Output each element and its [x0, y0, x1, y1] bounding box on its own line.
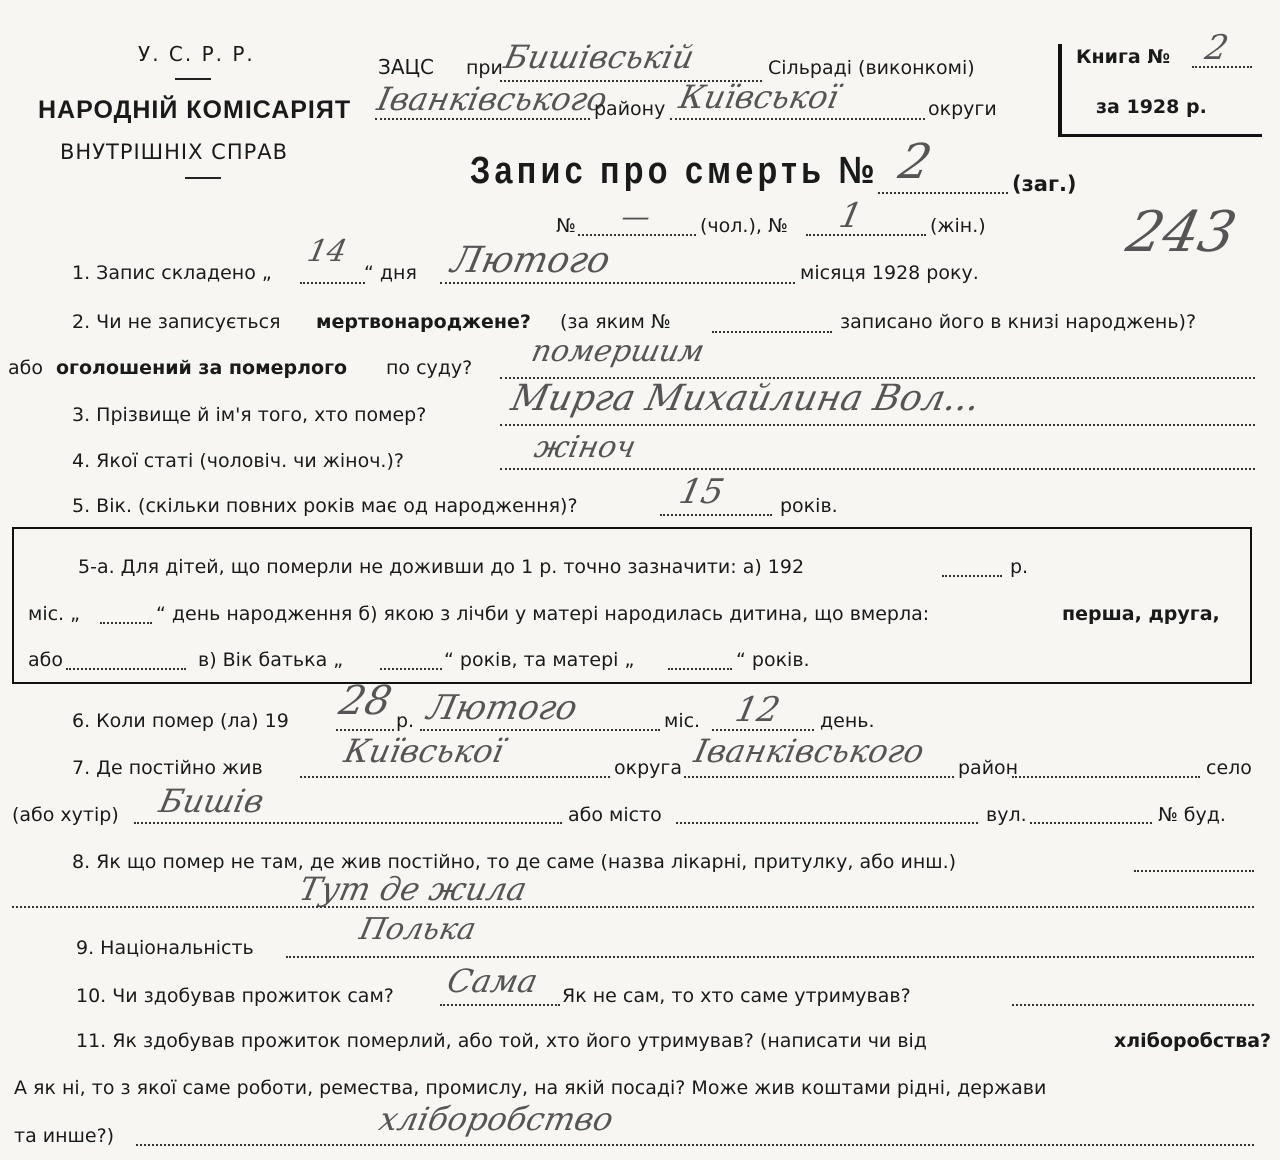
- item1-mid: “ дня: [364, 262, 417, 284]
- zags-label: ЗАЦС: [378, 55, 434, 79]
- header-dash-2: [185, 177, 221, 179]
- item5a-father-line: [380, 668, 442, 670]
- item11-label: 11. Як здобував прожиток померлий, або той, хто його утримував? (написати чи від: [76, 1030, 927, 1052]
- item10-line: [440, 1004, 560, 1006]
- item10-tail: Як не сам, то хто саме утримував?: [562, 985, 911, 1007]
- item7-rayon-line: [684, 776, 954, 778]
- item1-tail: місяця 1928 року.: [800, 262, 979, 284]
- item6-day-handwritten: 12: [731, 690, 784, 730]
- item7-okruga: округа: [614, 757, 683, 779]
- item6-r: р.: [396, 710, 415, 732]
- item1-month-handwritten: Лютого: [447, 240, 614, 281]
- ussr-label: У. С. Р. Р.: [138, 42, 255, 66]
- item7-rayon: район: [958, 757, 1019, 779]
- item3-handwritten: Мирга Михайлина Вол...: [507, 378, 984, 419]
- okrug-line: [670, 118, 925, 120]
- item7b-pre: (або хутір): [12, 804, 119, 826]
- item5a-line3-tail: “ років.: [736, 649, 810, 671]
- item6-month-handwritten: Лютого: [423, 688, 581, 728]
- item5a-day-line: [100, 622, 152, 624]
- female-label: (жін.): [930, 215, 986, 237]
- item7b-hutir-line: [134, 822, 562, 824]
- item6-tail: день.: [820, 710, 875, 732]
- item6-label: 6. Коли помер (ла) 19: [72, 710, 289, 732]
- item2-number-line: [712, 331, 832, 333]
- item10-tail-line: [1012, 1004, 1254, 1006]
- item2-tail: записано його в книзі народжень)?: [840, 311, 1197, 333]
- item4-handwritten: жіноч: [531, 430, 639, 465]
- item5-line: [660, 514, 772, 516]
- item8-line: [12, 906, 1254, 908]
- item11-bold: хліборобства?: [1114, 1030, 1272, 1052]
- item2b-bold: оголошений за померлого: [56, 357, 348, 379]
- item5a-line3-pre: або: [28, 649, 63, 671]
- book-label: Книга №: [1076, 46, 1171, 68]
- district-handwritten: Іванківського: [373, 80, 611, 118]
- item2-bold: мертвонароджене?: [316, 311, 531, 333]
- item7-label: 7. Де постійно жив: [72, 757, 263, 779]
- item7b-vul-line: [1030, 822, 1152, 824]
- council-label: Сільраді (виконкомі): [768, 57, 975, 79]
- item5a-year-line: [942, 575, 1002, 577]
- item2b-tail: по суду?: [386, 357, 473, 379]
- village-handwritten: Бишівській: [500, 38, 698, 76]
- item5a-line1-tail: р.: [1010, 556, 1029, 578]
- item7b-vul: вул.: [986, 804, 1027, 826]
- book-year: за 1928 р.: [1096, 96, 1207, 118]
- item5a-line2-mid: “ день народження б) якою з лічби у матері народилась дитина, що вмерла:: [156, 603, 930, 625]
- item8-label: 8. Як що помер не там, де жив постійно, то де саме (назва лікарні, притулку, або инш.): [72, 851, 957, 873]
- item6-month-line: [420, 729, 660, 731]
- item4-line: [500, 468, 1255, 470]
- item9-line: [286, 956, 1254, 958]
- male-number-handwritten: —: [618, 200, 654, 233]
- item5a-line3-mid2: “ років, та матері „: [444, 649, 635, 671]
- header-dash-1: [175, 78, 211, 80]
- item7b-handwritten: Бишів: [155, 782, 268, 820]
- item7-okrug-line: [300, 776, 610, 778]
- item10-label: 10. Чи здобував прожиток сам?: [76, 985, 394, 1007]
- item2b-pre: або: [8, 357, 43, 379]
- item7-okrug-handwritten: Київської: [340, 732, 508, 770]
- item1-label: 1. Запис складено „: [72, 262, 272, 284]
- item4-label: 4. Якої статі (чоловіч. чи жіноч.)?: [72, 450, 404, 472]
- item11-line2: А як ні, то з якої саме роботи, ремества, промислу, на якій посаді? Може жив коштами рідні, держави: [14, 1077, 1047, 1099]
- okrug-handwritten: Київської: [675, 78, 843, 116]
- record-number-line: [878, 192, 1008, 194]
- item5-label: 5. Вік. (скільки повних років має од народження)?: [72, 495, 578, 517]
- rayon-label: району: [594, 98, 666, 120]
- item5-tail: років.: [780, 495, 838, 517]
- item2b-handwritten: помершим: [528, 334, 708, 369]
- record-title: Запис про смерть №: [470, 150, 879, 192]
- female-number-handwritten: 1: [835, 196, 866, 236]
- male-label: (чол.), №: [700, 215, 788, 237]
- district-line: [375, 118, 590, 120]
- item5a-line1: 5-а. Для дітей, що померли не доживши до 1 р. точно зазначити: а) 192: [78, 556, 805, 578]
- item1-day-line: [300, 282, 365, 284]
- item1-day-handwritten: 14: [304, 234, 350, 269]
- item8-handwritten: Тут де жила: [295, 870, 531, 908]
- item5a-line2: міс. „: [28, 603, 80, 625]
- item1-month-line: [440, 282, 795, 284]
- item6-year-handwritten: 28: [335, 678, 396, 724]
- male-number-line: [578, 234, 696, 236]
- pry-label: при: [466, 57, 503, 79]
- item5a-line3-mid: в) Вік батька „: [198, 649, 344, 671]
- item8-tail-line: [1134, 870, 1254, 872]
- sub-number-label: №: [556, 215, 576, 237]
- margin-number-handwritten: 243: [1121, 200, 1242, 265]
- item7b-bud: № буд.: [1158, 804, 1226, 826]
- item7-selo-line: [1012, 776, 1200, 778]
- item7b-misto-line: [676, 822, 978, 824]
- item5a-line2-bold: перша, друга,: [1062, 603, 1220, 625]
- commissariat-label: НАРОДНІЙ КОМІСАРІЯТ: [38, 96, 352, 124]
- book-number-handwritten: 2: [1201, 28, 1232, 68]
- item5-handwritten: 15: [675, 472, 728, 512]
- item2-mid: (за яким №: [560, 311, 671, 333]
- item10-handwritten: Сама: [443, 962, 542, 1000]
- item5a-mother-line: [668, 668, 732, 670]
- female-number-line: [806, 234, 926, 236]
- item7b-misto: або місто: [568, 804, 662, 826]
- item2-label: 2. Чи не записується: [72, 311, 281, 333]
- item7-rayon-handwritten: Іванківського: [690, 732, 928, 770]
- item6-year-line: [336, 729, 394, 731]
- item5a-or-line: [66, 668, 186, 670]
- item3-label: 3. Прізвище й ім'я того, хто помер?: [72, 404, 427, 426]
- item11-line: [136, 1144, 1254, 1146]
- item7-selo: село: [1206, 757, 1252, 779]
- item11-line3-pre: та инше?): [14, 1125, 115, 1147]
- item3-line: [500, 424, 1255, 426]
- item9-handwritten: Полька: [356, 912, 480, 947]
- internal-affairs-label: ВНУТРІШНІХ СПРАВ: [60, 140, 289, 164]
- item6-mis: міс.: [664, 710, 701, 732]
- okrug-label: округи: [928, 98, 997, 120]
- record-number-handwritten: 2: [894, 134, 937, 190]
- item9-label: 9. Національність: [76, 937, 254, 959]
- item11-handwritten: хліборобство: [375, 1100, 617, 1138]
- record-suffix: (заг.): [1012, 172, 1077, 196]
